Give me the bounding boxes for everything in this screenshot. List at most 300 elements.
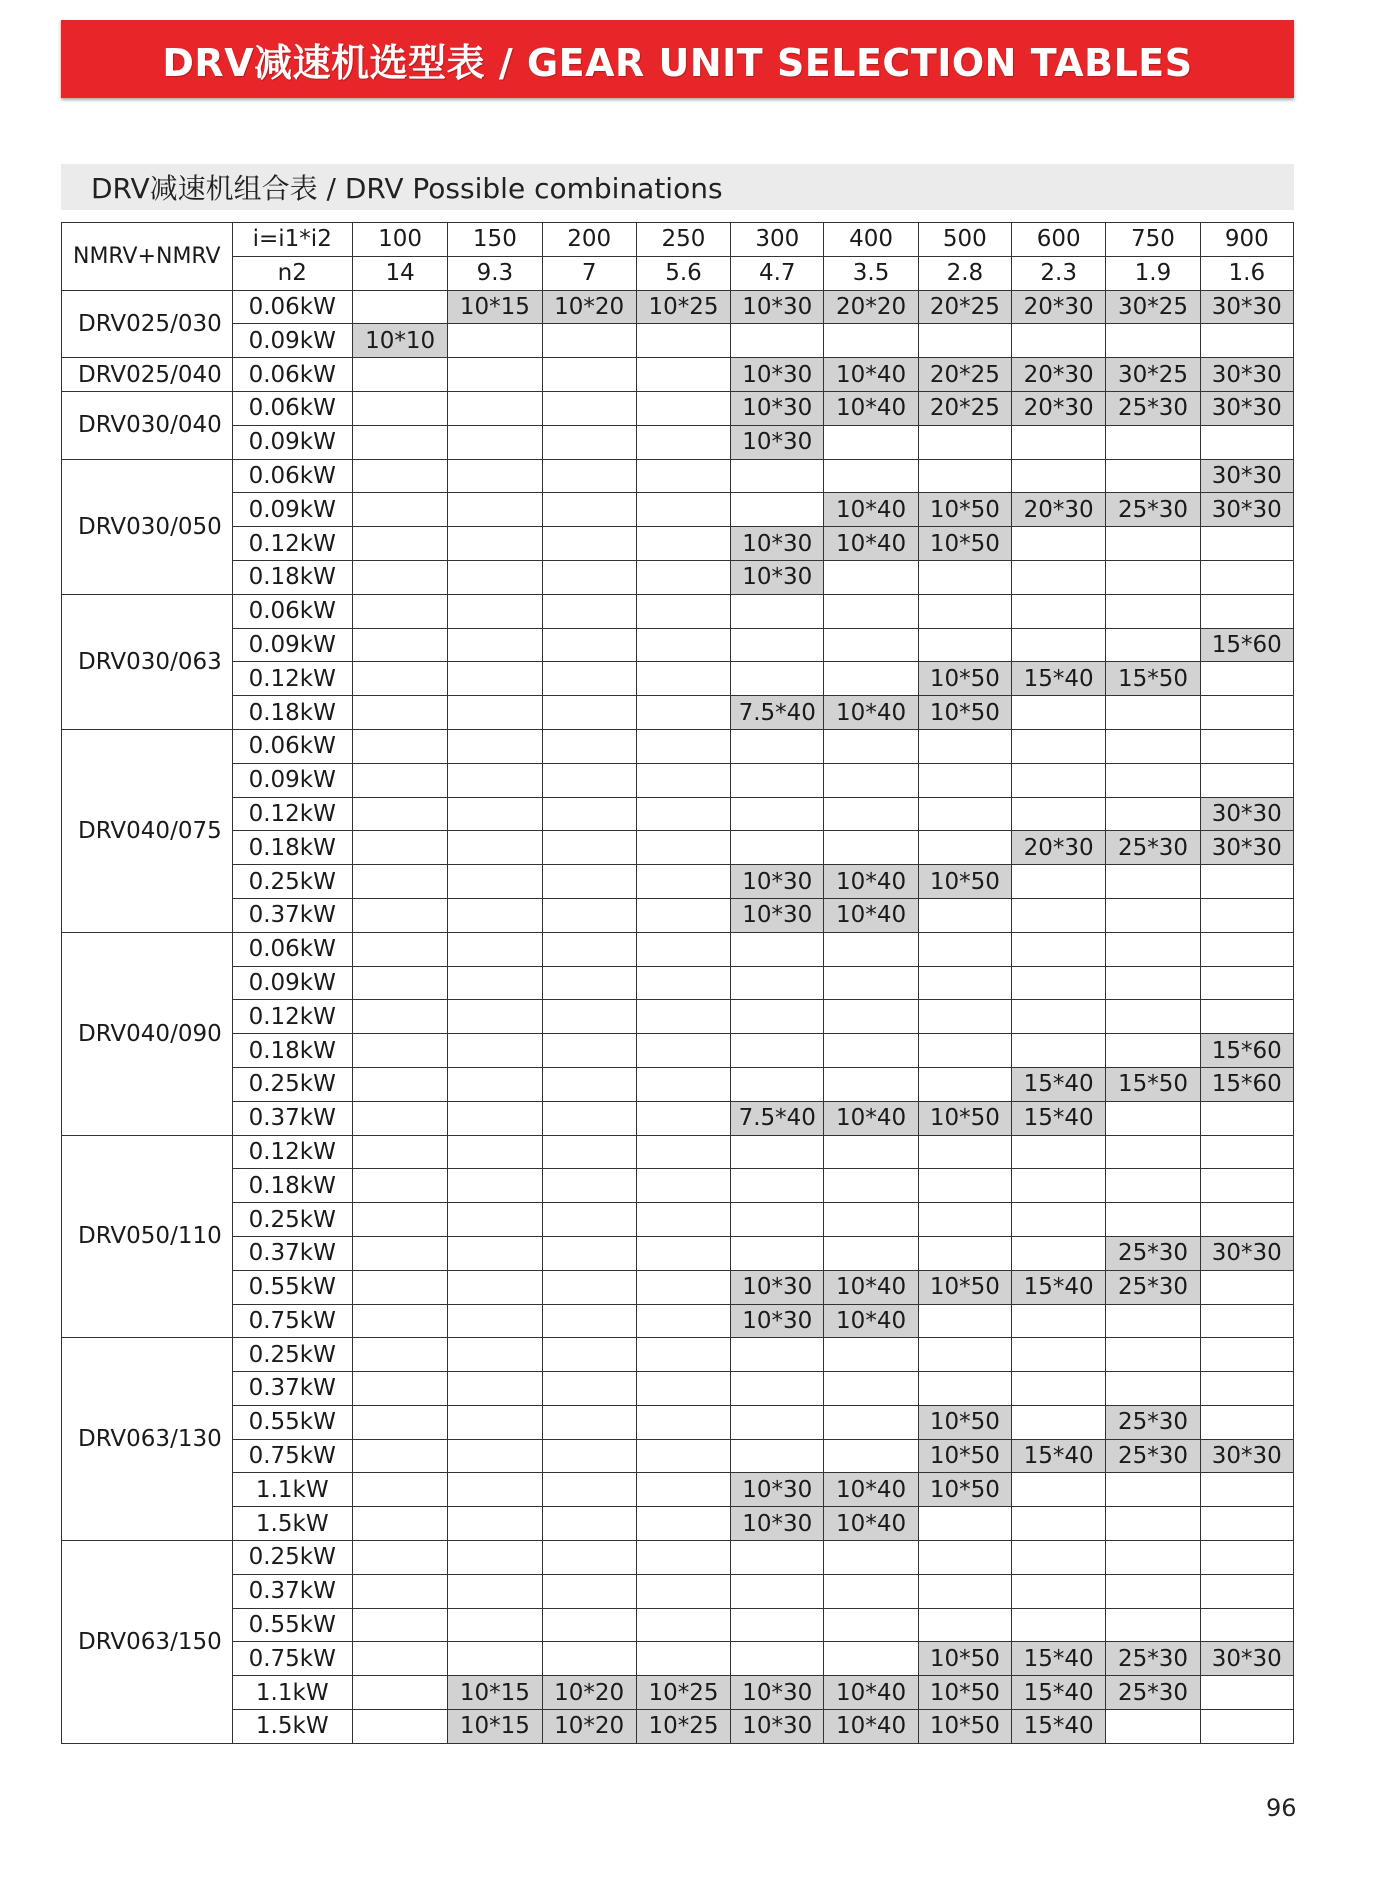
page-title: DRV减速机选型表 / GEAR UNIT SELECTION TABLES — [162, 40, 1193, 85]
combination-cell — [918, 1236, 1011, 1270]
combination-cell — [918, 797, 1011, 831]
combination-cell — [1012, 696, 1106, 730]
combination-cell: 10*20 — [542, 1710, 636, 1744]
combination-cell: 10*50 — [918, 1439, 1011, 1473]
combination-cell: 30*30 — [1200, 831, 1293, 865]
table-row — [62, 1405, 1294, 1439]
combination-cell: 25*30 — [1106, 1676, 1200, 1710]
combination-cell — [1012, 1574, 1106, 1608]
table-row — [62, 1034, 1294, 1068]
combination-cell — [731, 729, 824, 763]
combination-cell — [542, 358, 636, 392]
table-row — [62, 865, 1294, 899]
power-cell: 0.37kW — [232, 1574, 352, 1608]
combination-cell — [731, 594, 824, 628]
combination-cell — [636, 662, 730, 696]
combination-cell — [824, 797, 918, 831]
combination-cell — [352, 1541, 447, 1575]
table-row — [62, 1642, 1294, 1676]
power-cell: 1.5kW — [232, 1507, 352, 1541]
combination-cell — [1012, 1608, 1106, 1642]
combination-cell: 10*50 — [918, 1101, 1011, 1135]
combination-cell — [448, 459, 542, 493]
combination-cell: 10*40 — [824, 898, 918, 932]
combination-cell — [1106, 1608, 1200, 1642]
combination-cell — [448, 425, 542, 459]
combination-cell — [448, 1101, 542, 1135]
power-cell: 0.37kW — [232, 1372, 352, 1406]
combination-cell — [1106, 324, 1200, 358]
combination-cell — [824, 1135, 918, 1169]
combination-cell — [824, 425, 918, 459]
table-row — [62, 1304, 1294, 1338]
corner-header: NMRV+NMRV — [62, 223, 233, 291]
table-row — [62, 1507, 1294, 1541]
combination-cell — [731, 763, 824, 797]
combination-cell: 10*50 — [918, 1473, 1011, 1507]
combination-cell — [542, 1270, 636, 1304]
combination-cell: 30*30 — [1200, 1642, 1293, 1676]
table-row — [62, 1101, 1294, 1135]
combination-cell: 10*30 — [731, 1473, 824, 1507]
combination-cell — [448, 1135, 542, 1169]
combination-cell — [352, 932, 447, 966]
combination-cell — [918, 628, 1011, 662]
combination-cell — [1106, 560, 1200, 594]
power-cell: 0.12kW — [232, 527, 352, 561]
power-cell: 0.37kW — [232, 1236, 352, 1270]
combination-cell — [542, 797, 636, 831]
combination-cell — [1106, 1372, 1200, 1406]
combination-cell — [824, 1574, 918, 1608]
table-row — [62, 560, 1294, 594]
combination-cell — [824, 1338, 918, 1372]
combination-cell: 15*40 — [1012, 1270, 1106, 1304]
combination-cell — [352, 966, 447, 1000]
combination-cell — [1012, 459, 1106, 493]
model-cell: DRV063/150 — [62, 1541, 233, 1744]
combination-cell — [731, 1169, 824, 1203]
combination-cell — [731, 1034, 824, 1068]
combination-cell: 25*30 — [1106, 493, 1200, 527]
table-row — [62, 1710, 1294, 1744]
combination-cell — [1200, 763, 1293, 797]
combination-cell — [731, 1203, 824, 1237]
combination-cell — [352, 459, 447, 493]
combination-cell — [1200, 1405, 1293, 1439]
combination-cell — [352, 1338, 447, 1372]
speed-header-cell: 5.6 — [636, 256, 730, 290]
power-cell: 0.55kW — [232, 1608, 352, 1642]
combination-cell: 10*50 — [918, 527, 1011, 561]
combination-cell: 10*50 — [918, 662, 1011, 696]
power-cell: 1.1kW — [232, 1676, 352, 1710]
combination-cell — [352, 493, 447, 527]
combination-cell: 15*60 — [1200, 1067, 1293, 1101]
combination-cell — [636, 932, 730, 966]
combination-cell: 30*30 — [1200, 1236, 1293, 1270]
combination-cell — [1012, 898, 1106, 932]
combination-cell — [542, 391, 636, 425]
combination-cell — [1106, 527, 1200, 561]
combination-cell: 15*50 — [1106, 1067, 1200, 1101]
combination-cell — [542, 1135, 636, 1169]
combination-cell — [448, 1541, 542, 1575]
combination-cell — [731, 797, 824, 831]
combination-cell: 10*30 — [731, 898, 824, 932]
table-row — [62, 763, 1294, 797]
combination-cell: 20*30 — [1012, 831, 1106, 865]
header-row-speed — [62, 256, 1294, 290]
combination-cell — [824, 324, 918, 358]
combination-cell — [1200, 1574, 1293, 1608]
combination-cell — [1012, 729, 1106, 763]
combination-cell — [542, 1608, 636, 1642]
combination-cell — [448, 1304, 542, 1338]
combination-cell — [448, 1270, 542, 1304]
combination-cell — [1200, 729, 1293, 763]
table-row — [62, 797, 1294, 831]
combination-cell: 10*40 — [824, 1304, 918, 1338]
combination-cell — [731, 1405, 824, 1439]
combination-cell: 15*40 — [1012, 1642, 1106, 1676]
combination-cell — [448, 966, 542, 1000]
combination-cell — [636, 1000, 730, 1034]
combination-cell: 30*30 — [1200, 493, 1293, 527]
power-cell: 0.55kW — [232, 1270, 352, 1304]
combination-cell — [636, 527, 730, 561]
combination-cell: 15*50 — [1106, 662, 1200, 696]
combination-cell — [352, 696, 447, 730]
combination-cell — [1012, 1236, 1106, 1270]
power-cell: 0.09kW — [232, 966, 352, 1000]
combination-cell — [1012, 1000, 1106, 1034]
combination-cell — [824, 932, 918, 966]
combination-cell — [731, 628, 824, 662]
combination-cell: 10*40 — [824, 696, 918, 730]
combination-cell — [824, 628, 918, 662]
table-row — [62, 1608, 1294, 1642]
combination-cell — [1200, 1507, 1293, 1541]
combination-cell — [1106, 1135, 1200, 1169]
combination-cell: 30*30 — [1200, 391, 1293, 425]
model-cell: DRV040/075 — [62, 729, 233, 932]
combination-cell — [1012, 1338, 1106, 1372]
combination-cell — [352, 425, 447, 459]
combination-cell — [824, 831, 918, 865]
table-row — [62, 1236, 1294, 1270]
ratio-header-cell: 200 — [542, 223, 636, 257]
table-row — [62, 493, 1294, 527]
combination-cell — [448, 763, 542, 797]
combination-cell: 15*40 — [1012, 662, 1106, 696]
combination-cell: 10*15 — [448, 1676, 542, 1710]
combination-cell — [448, 1034, 542, 1068]
combination-cell: 25*30 — [1106, 1236, 1200, 1270]
table-row — [62, 425, 1294, 459]
speed-header-cell: 2.8 — [918, 256, 1011, 290]
combination-cell — [1106, 898, 1200, 932]
combination-cell — [1106, 1203, 1200, 1237]
combination-cell: 7.5*40 — [731, 696, 824, 730]
combination-cell: 10*50 — [918, 1270, 1011, 1304]
combination-cell — [824, 966, 918, 1000]
combination-cell — [1200, 966, 1293, 1000]
table-row — [62, 1270, 1294, 1304]
power-cell: 0.25kW — [232, 865, 352, 899]
table-row — [62, 1676, 1294, 1710]
combination-cell — [1200, 932, 1293, 966]
combination-cell: 10*30 — [731, 560, 824, 594]
combination-cell — [1106, 1710, 1200, 1744]
power-cell: 0.09kW — [232, 763, 352, 797]
combination-cell — [1106, 1101, 1200, 1135]
combination-cell — [1106, 1338, 1200, 1372]
combination-cell: 10*15 — [448, 1710, 542, 1744]
combination-cell — [731, 1236, 824, 1270]
selection-table-container — [61, 222, 1294, 1744]
combination-cell: 20*30 — [1012, 358, 1106, 392]
power-cell: 1.1kW — [232, 1473, 352, 1507]
combination-cell — [448, 696, 542, 730]
combination-cell — [448, 391, 542, 425]
combination-cell — [448, 1439, 542, 1473]
combination-cell: 10*40 — [824, 1507, 918, 1541]
combination-cell — [918, 1338, 1011, 1372]
combination-cell — [542, 932, 636, 966]
combination-cell: 10*20 — [542, 1676, 636, 1710]
combination-cell — [1106, 763, 1200, 797]
combination-cell: 10*25 — [636, 1676, 730, 1710]
combination-cell — [542, 1034, 636, 1068]
combination-cell — [542, 1574, 636, 1608]
combination-cell — [352, 1067, 447, 1101]
combination-cell — [448, 1236, 542, 1270]
combination-cell — [542, 493, 636, 527]
combination-cell — [636, 1203, 730, 1237]
combination-cell — [824, 1067, 918, 1101]
combination-cell — [542, 459, 636, 493]
model-cell: DRV025/030 — [62, 290, 233, 358]
combination-cell — [542, 831, 636, 865]
combination-cell — [918, 831, 1011, 865]
power-cell: 0.25kW — [232, 1067, 352, 1101]
combination-cell — [448, 1067, 542, 1101]
combination-cell — [731, 493, 824, 527]
combination-cell: 10*30 — [731, 1304, 824, 1338]
combination-cell — [636, 1135, 730, 1169]
combination-cell: 10*40 — [824, 1270, 918, 1304]
combination-cell — [352, 662, 447, 696]
header-row-ratio — [62, 223, 1294, 257]
combination-cell — [636, 1034, 730, 1068]
combination-cell — [636, 1236, 730, 1270]
combination-cell — [352, 898, 447, 932]
combination-cell — [636, 459, 730, 493]
combination-cell — [1200, 1372, 1293, 1406]
combination-cell — [352, 594, 447, 628]
combination-cell — [636, 324, 730, 358]
power-cell: 0.55kW — [232, 1405, 352, 1439]
combination-cell — [918, 459, 1011, 493]
title-banner — [61, 20, 1294, 98]
combination-cell — [1012, 628, 1106, 662]
combination-cell — [1012, 763, 1106, 797]
combination-cell — [1106, 1169, 1200, 1203]
combination-cell — [1106, 1574, 1200, 1608]
combination-cell: 10*10 — [352, 324, 447, 358]
combination-cell: 7.5*40 — [731, 1101, 824, 1135]
combination-cell — [542, 594, 636, 628]
combination-cell — [918, 1135, 1011, 1169]
table-row — [62, 290, 1294, 324]
speed-header-cell: 4.7 — [731, 256, 824, 290]
combination-cell — [542, 1236, 636, 1270]
combination-cell — [918, 560, 1011, 594]
combination-cell — [448, 1338, 542, 1372]
combination-cell — [352, 831, 447, 865]
combination-cell — [1106, 696, 1200, 730]
combination-cell — [352, 729, 447, 763]
combination-cell — [542, 763, 636, 797]
combination-cell — [1012, 1169, 1106, 1203]
combination-cell — [352, 1101, 447, 1135]
combination-cell — [636, 493, 730, 527]
table-row — [62, 1135, 1294, 1169]
combination-cell — [918, 1507, 1011, 1541]
combination-cell: 15*40 — [1012, 1710, 1106, 1744]
combination-cell — [1106, 1473, 1200, 1507]
combination-cell — [352, 1574, 447, 1608]
combination-cell — [542, 662, 636, 696]
power-cell: 0.25kW — [232, 1541, 352, 1575]
combination-cell — [1200, 1473, 1293, 1507]
combination-cell: 10*30 — [731, 358, 824, 392]
speed-header-cell: 9.3 — [448, 256, 542, 290]
combination-cell — [1106, 425, 1200, 459]
combination-cell — [918, 1372, 1011, 1406]
combination-cell — [352, 358, 447, 392]
combination-cell — [1012, 594, 1106, 628]
combination-cell — [824, 1541, 918, 1575]
combination-cell — [352, 1135, 447, 1169]
combination-cell — [448, 628, 542, 662]
combination-cell: 20*20 — [824, 290, 918, 324]
combination-cell: 10*50 — [918, 865, 1011, 899]
combination-cell — [636, 594, 730, 628]
combination-cell — [636, 1338, 730, 1372]
combination-cell — [636, 1439, 730, 1473]
combination-cell — [542, 1304, 636, 1338]
combination-cell — [731, 1574, 824, 1608]
ratio-label-cell: i=i1*i2 — [232, 223, 352, 257]
combination-cell: 10*40 — [824, 1473, 918, 1507]
combination-cell — [636, 763, 730, 797]
combination-cell — [542, 729, 636, 763]
combination-cell: 20*30 — [1012, 290, 1106, 324]
ratio-header-cell: 300 — [731, 223, 824, 257]
table-row — [62, 594, 1294, 628]
table-row — [62, 628, 1294, 662]
ratio-header-cell: 750 — [1106, 223, 1200, 257]
combination-cell — [918, 1574, 1011, 1608]
combination-cell — [918, 1000, 1011, 1034]
table-row — [62, 898, 1294, 932]
combination-cell — [636, 696, 730, 730]
combination-cell: 10*50 — [918, 1642, 1011, 1676]
power-cell: 0.06kW — [232, 594, 352, 628]
combination-cell: 10*50 — [918, 1710, 1011, 1744]
combination-cell — [542, 1439, 636, 1473]
combination-cell — [824, 1439, 918, 1473]
combination-cell: 10*30 — [731, 1270, 824, 1304]
power-cell: 0.12kW — [232, 1135, 352, 1169]
combination-cell — [1012, 1304, 1106, 1338]
speed-header-cell: 3.5 — [824, 256, 918, 290]
combination-cell: 10*30 — [731, 425, 824, 459]
combination-cell — [1012, 324, 1106, 358]
ratio-header-cell: 500 — [918, 223, 1011, 257]
combination-cell — [448, 1169, 542, 1203]
section-title: DRV减速机组合表 / DRV Possible combinations — [91, 172, 723, 205]
combination-cell — [918, 898, 1011, 932]
combination-cell — [731, 1608, 824, 1642]
power-cell: 0.06kW — [232, 932, 352, 966]
combination-cell — [448, 1372, 542, 1406]
combination-cell — [731, 1541, 824, 1575]
combination-cell — [1106, 865, 1200, 899]
combination-cell — [448, 797, 542, 831]
table-row — [62, 662, 1294, 696]
combination-cell — [448, 527, 542, 561]
combination-cell: 30*25 — [1106, 358, 1200, 392]
power-cell: 0.18kW — [232, 1169, 352, 1203]
combination-cell — [352, 391, 447, 425]
combination-cell — [542, 425, 636, 459]
combination-cell: 30*30 — [1200, 290, 1293, 324]
power-cell: 0.37kW — [232, 898, 352, 932]
combination-cell — [731, 459, 824, 493]
combination-cell — [542, 628, 636, 662]
power-cell: 0.12kW — [232, 662, 352, 696]
combination-cell — [352, 1270, 447, 1304]
combination-cell: 30*30 — [1200, 1439, 1293, 1473]
combination-cell — [1012, 1372, 1106, 1406]
ratio-header-cell: 400 — [824, 223, 918, 257]
combination-cell — [448, 493, 542, 527]
combination-cell — [352, 560, 447, 594]
combination-cell — [1106, 594, 1200, 628]
combination-cell — [918, 1034, 1011, 1068]
table-row — [62, 391, 1294, 425]
combination-cell — [1012, 1405, 1106, 1439]
power-cell: 0.06kW — [232, 290, 352, 324]
combination-cell — [1200, 865, 1293, 899]
combination-cell — [824, 729, 918, 763]
combination-cell — [352, 1676, 447, 1710]
combination-cell: 10*40 — [824, 865, 918, 899]
combination-cell — [542, 1101, 636, 1135]
combination-cell: 10*40 — [824, 1101, 918, 1135]
power-cell: 0.18kW — [232, 1034, 352, 1068]
combination-cell — [1200, 324, 1293, 358]
combination-cell: 25*30 — [1106, 391, 1200, 425]
power-cell: 0.12kW — [232, 1000, 352, 1034]
table-body — [62, 223, 1294, 1744]
combination-cell — [824, 662, 918, 696]
combination-cell: 10*30 — [731, 865, 824, 899]
combination-cell — [542, 1203, 636, 1237]
